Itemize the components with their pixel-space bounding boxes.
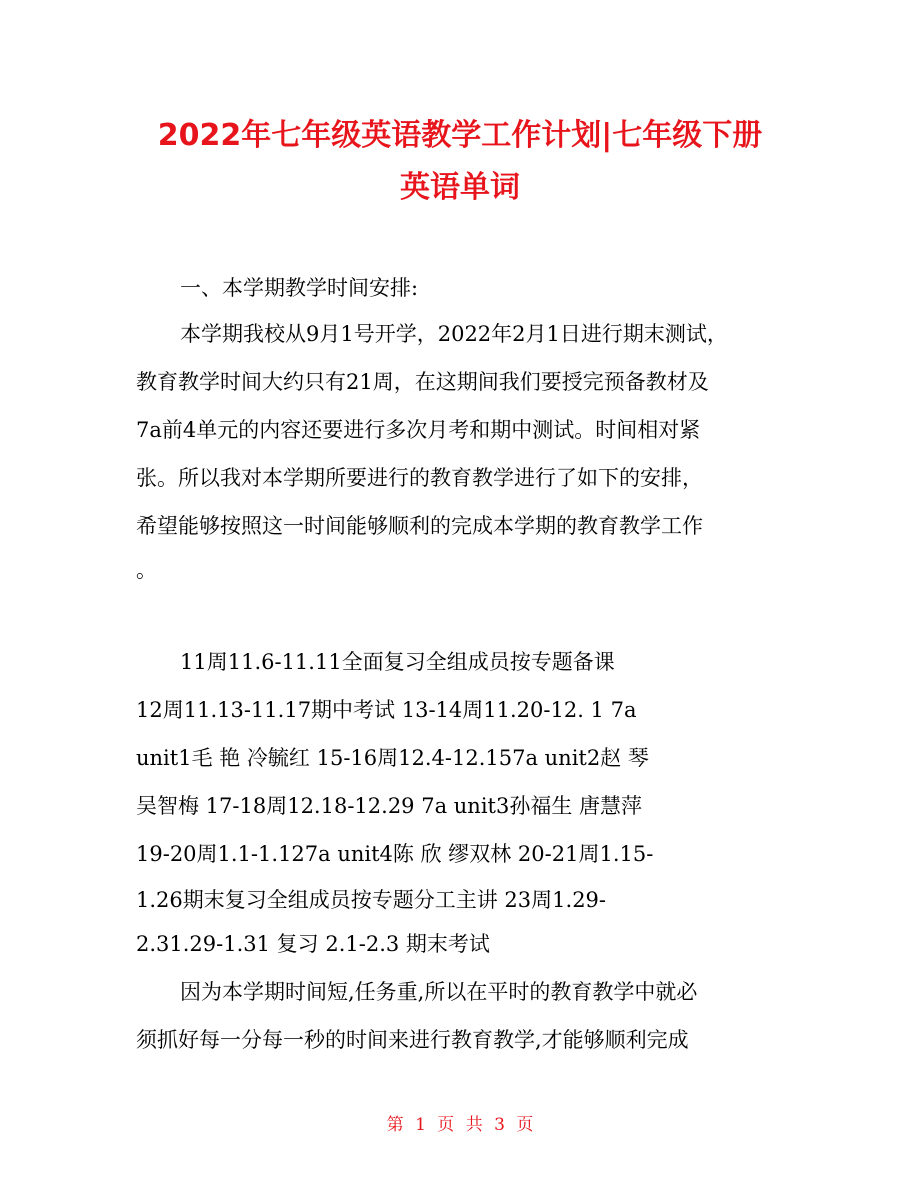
schedule-line: 12周11.13-11.17期中考试 13-14周11.20-12. 1 7a: [136, 698, 637, 722]
paragraph-line: 7a前4单元的内容还要进行多次月考和期中测试。时间相对紧: [136, 418, 701, 442]
paragraph-line: 张。所以我对本学期所要进行的教育教学进行了如下的安排，: [136, 466, 703, 490]
page-number-footer: 第 1 页 共 3 页: [386, 1115, 534, 1135]
schedule-line: 19-20周1.1-1.127a unit4陈 欣 缪双林 20-21周1.15-: [136, 842, 654, 866]
paragraph-line: 因为本学期时间短,任务重,所以在平时的教育教学中就必: [180, 980, 698, 1004]
schedule-line: 11周11.6-11.11全面复习全组成员按专题备课: [180, 650, 615, 674]
paragraph-line: 须抓好每一分每一秒的时间来进行教育教学,才能够顺利完成: [136, 1028, 689, 1052]
schedule-line: unit1毛 艳 冷毓红 15-16周12.4-12.157a unit2赵 琴: [136, 746, 649, 770]
section-heading: 一、本学期教学时间安排:: [180, 276, 419, 300]
page-title-line2: 英语单词: [400, 170, 520, 205]
schedule-line: 吴智梅 17-18周12.18-12.29 7a unit3孙福生 唐慧萍: [136, 794, 643, 818]
paragraph-line: 。: [136, 558, 157, 582]
paragraph-line: 希望能够按照这一时间能够顺利的完成本学期的教育教学工作: [136, 514, 703, 538]
page-title-line1: 2022年七年级英语教学工作计划|七年级下册: [157, 118, 763, 153]
schedule-line: 2.31.29-1.31 复习 2.1-2.3 期末考试: [136, 932, 490, 956]
paragraph-line: 教育教学时间大约只有21周，在这期间我们要授完预备教材及: [136, 370, 709, 394]
paragraph-line: 本学期我校从9月1号开学，2022年2月1日进行期末测试，: [180, 322, 728, 346]
schedule-line: 1.26期末复习全组成员按专题分工主讲 23周1.29-: [136, 888, 607, 912]
